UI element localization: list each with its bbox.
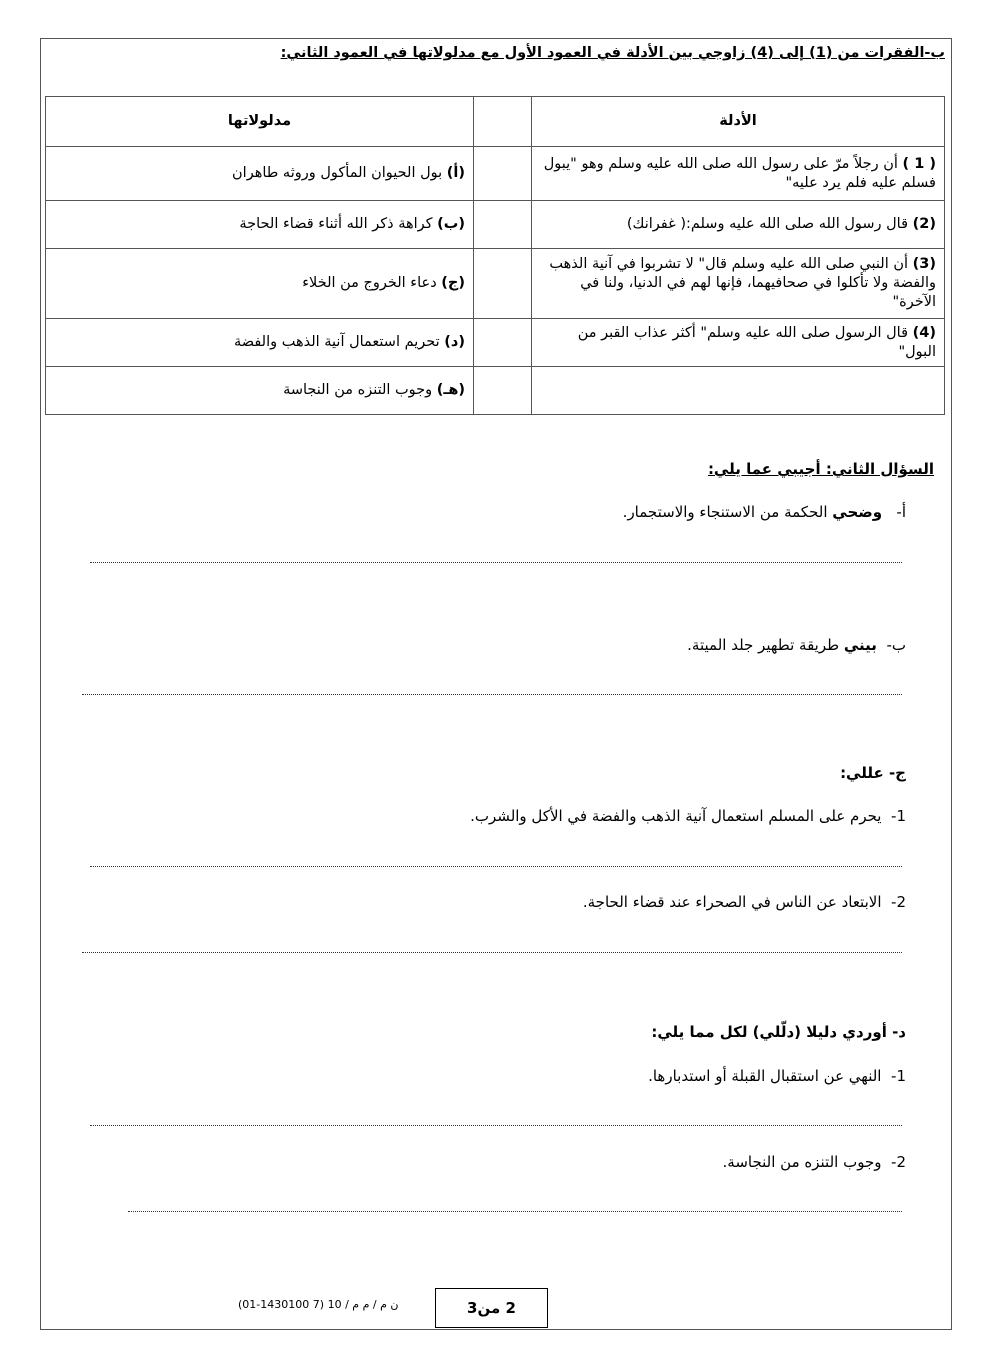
header-meanings: مدلولاتها <box>46 97 474 147</box>
matching-table <box>45 96 945 415</box>
table-row <box>46 319 945 367</box>
meaning-cell <box>46 201 474 249</box>
page-number-box: 2 من3 <box>435 1288 548 1328</box>
answer-cell[interactable] <box>474 319 532 367</box>
meaning-cell <box>46 319 474 367</box>
evidence-cell <box>532 249 945 319</box>
question-c-item-1 <box>470 807 906 825</box>
item-number: 1- <box>891 1067 906 1085</box>
question-a-verb: وضحي <box>832 503 883 521</box>
item-text: النهي عن استقبال القبلة أو استدبارها. <box>648 1067 882 1085</box>
table-row <box>46 147 945 201</box>
answer-cell[interactable] <box>474 367 532 415</box>
evidence-cell <box>532 147 945 201</box>
item-number: 1- <box>891 807 906 825</box>
table-row <box>46 249 945 319</box>
answer-cell[interactable] <box>474 147 532 201</box>
meaning-letter: (د) <box>444 334 465 350</box>
evidence-cell <box>532 367 945 415</box>
answer-line-d2[interactable] <box>128 1207 902 1212</box>
answer-line-b[interactable] <box>82 690 902 695</box>
meaning-letter: (أ) <box>446 165 465 181</box>
document-code: ن م / م م / 10 (7 1430100-01) <box>238 1298 399 1311</box>
evidence-number: (2) <box>912 216 936 232</box>
item-text: الابتعاد عن الناس في الصحراء عند قضاء الحاجة. <box>582 893 882 911</box>
question-d-item-1 <box>648 1067 906 1085</box>
meaning-cell <box>46 367 474 415</box>
question-c-item-2 <box>583 893 906 911</box>
answer-line-d1[interactable] <box>90 1121 902 1126</box>
meaning-cell <box>46 147 474 201</box>
question-d-item-2 <box>723 1153 906 1171</box>
item-text: وجوب التنزه من النجاسة. <box>722 1153 882 1171</box>
question-b-verb: بيني <box>843 636 877 654</box>
meaning-cell <box>46 249 474 319</box>
question-a-text: الحكمة من الاستنجاء والاستجمار. <box>622 503 828 521</box>
answer-cell[interactable] <box>474 201 532 249</box>
section-b-instruction: ب-الفقرات من (1) إلى (4) زاوجي بين الأدلة في العمود الأول مع مدلولاتها في العمود الثاني: <box>280 45 945 61</box>
question2-title: السؤال الثاني: أجيبي عما يلي: <box>707 460 934 478</box>
meaning-letter: (ب) <box>437 216 465 232</box>
table-row <box>46 367 945 415</box>
meaning-letter: (ج) <box>441 275 465 291</box>
meaning-text: كراهة ذكر الله أثناء قضاء الحاجة <box>239 216 433 232</box>
question-b-label: ب- <box>886 636 906 654</box>
question-c-title: ج- عللي: <box>840 764 906 782</box>
evidence-number: (3) <box>912 256 936 272</box>
evidence-number: (4) <box>912 324 936 341</box>
meaning-text: بول الحيوان المأكول وروثه طاهران <box>232 165 443 181</box>
evidence-cell <box>532 201 945 249</box>
question-d-title: د- أوردي دليلا (دلّلي) لكل مما يلي: <box>651 1023 906 1041</box>
meaning-letter: (هـ) <box>436 382 465 398</box>
item-text: يحرم على المسلم استعمال آنية الذهب والفضة في الأكل والشرب. <box>470 807 882 825</box>
meaning-text: وجوب التنزه من النجاسة <box>283 382 433 398</box>
evidence-text: قال الرسول صلى الله عليه وسلم" أكثر عذاب القبر من البول" <box>577 324 936 360</box>
evidence-text: أن رجلاً مرّ على رسول الله صلى الله عليه وسلم وهو "يبول فسلم عليه فلم يرد عليه" <box>543 155 936 191</box>
meaning-text: دعاء الخروج من الخلاء <box>302 275 437 291</box>
answer-line-c2[interactable] <box>82 948 902 953</box>
header-evidence: الأدلة <box>532 97 945 147</box>
header-spacer <box>474 97 532 147</box>
item-number: 2- <box>891 893 906 911</box>
table-row <box>46 201 945 249</box>
answer-line-a[interactable] <box>90 558 902 563</box>
evidence-number: ( 1 ) <box>902 155 936 172</box>
item-number: 2- <box>891 1153 906 1171</box>
answer-cell[interactable] <box>474 249 532 319</box>
evidence-text: قال رسول الله صلى الله عليه وسلم:( غفرانك) <box>626 216 909 232</box>
question-a-label: أ- <box>896 503 906 521</box>
question-b <box>687 636 906 654</box>
table-header-row <box>46 97 945 147</box>
answer-line-c1[interactable] <box>90 862 902 867</box>
evidence-cell <box>532 319 945 367</box>
meaning-text: تحريم استعمال آنية الذهب والفضة <box>233 334 440 350</box>
evidence-text: أن النبي صلى الله عليه وسلم قال" لا تشربوا في آنية الذهب والفضة ولا تأكلوا في صحافيهما، فإنها لهم في الدنيا، ولنا في الآخرة" <box>549 256 936 310</box>
question-b-text: طريقة تطهير جلد الميتة. <box>687 636 840 654</box>
question-a <box>623 503 906 521</box>
